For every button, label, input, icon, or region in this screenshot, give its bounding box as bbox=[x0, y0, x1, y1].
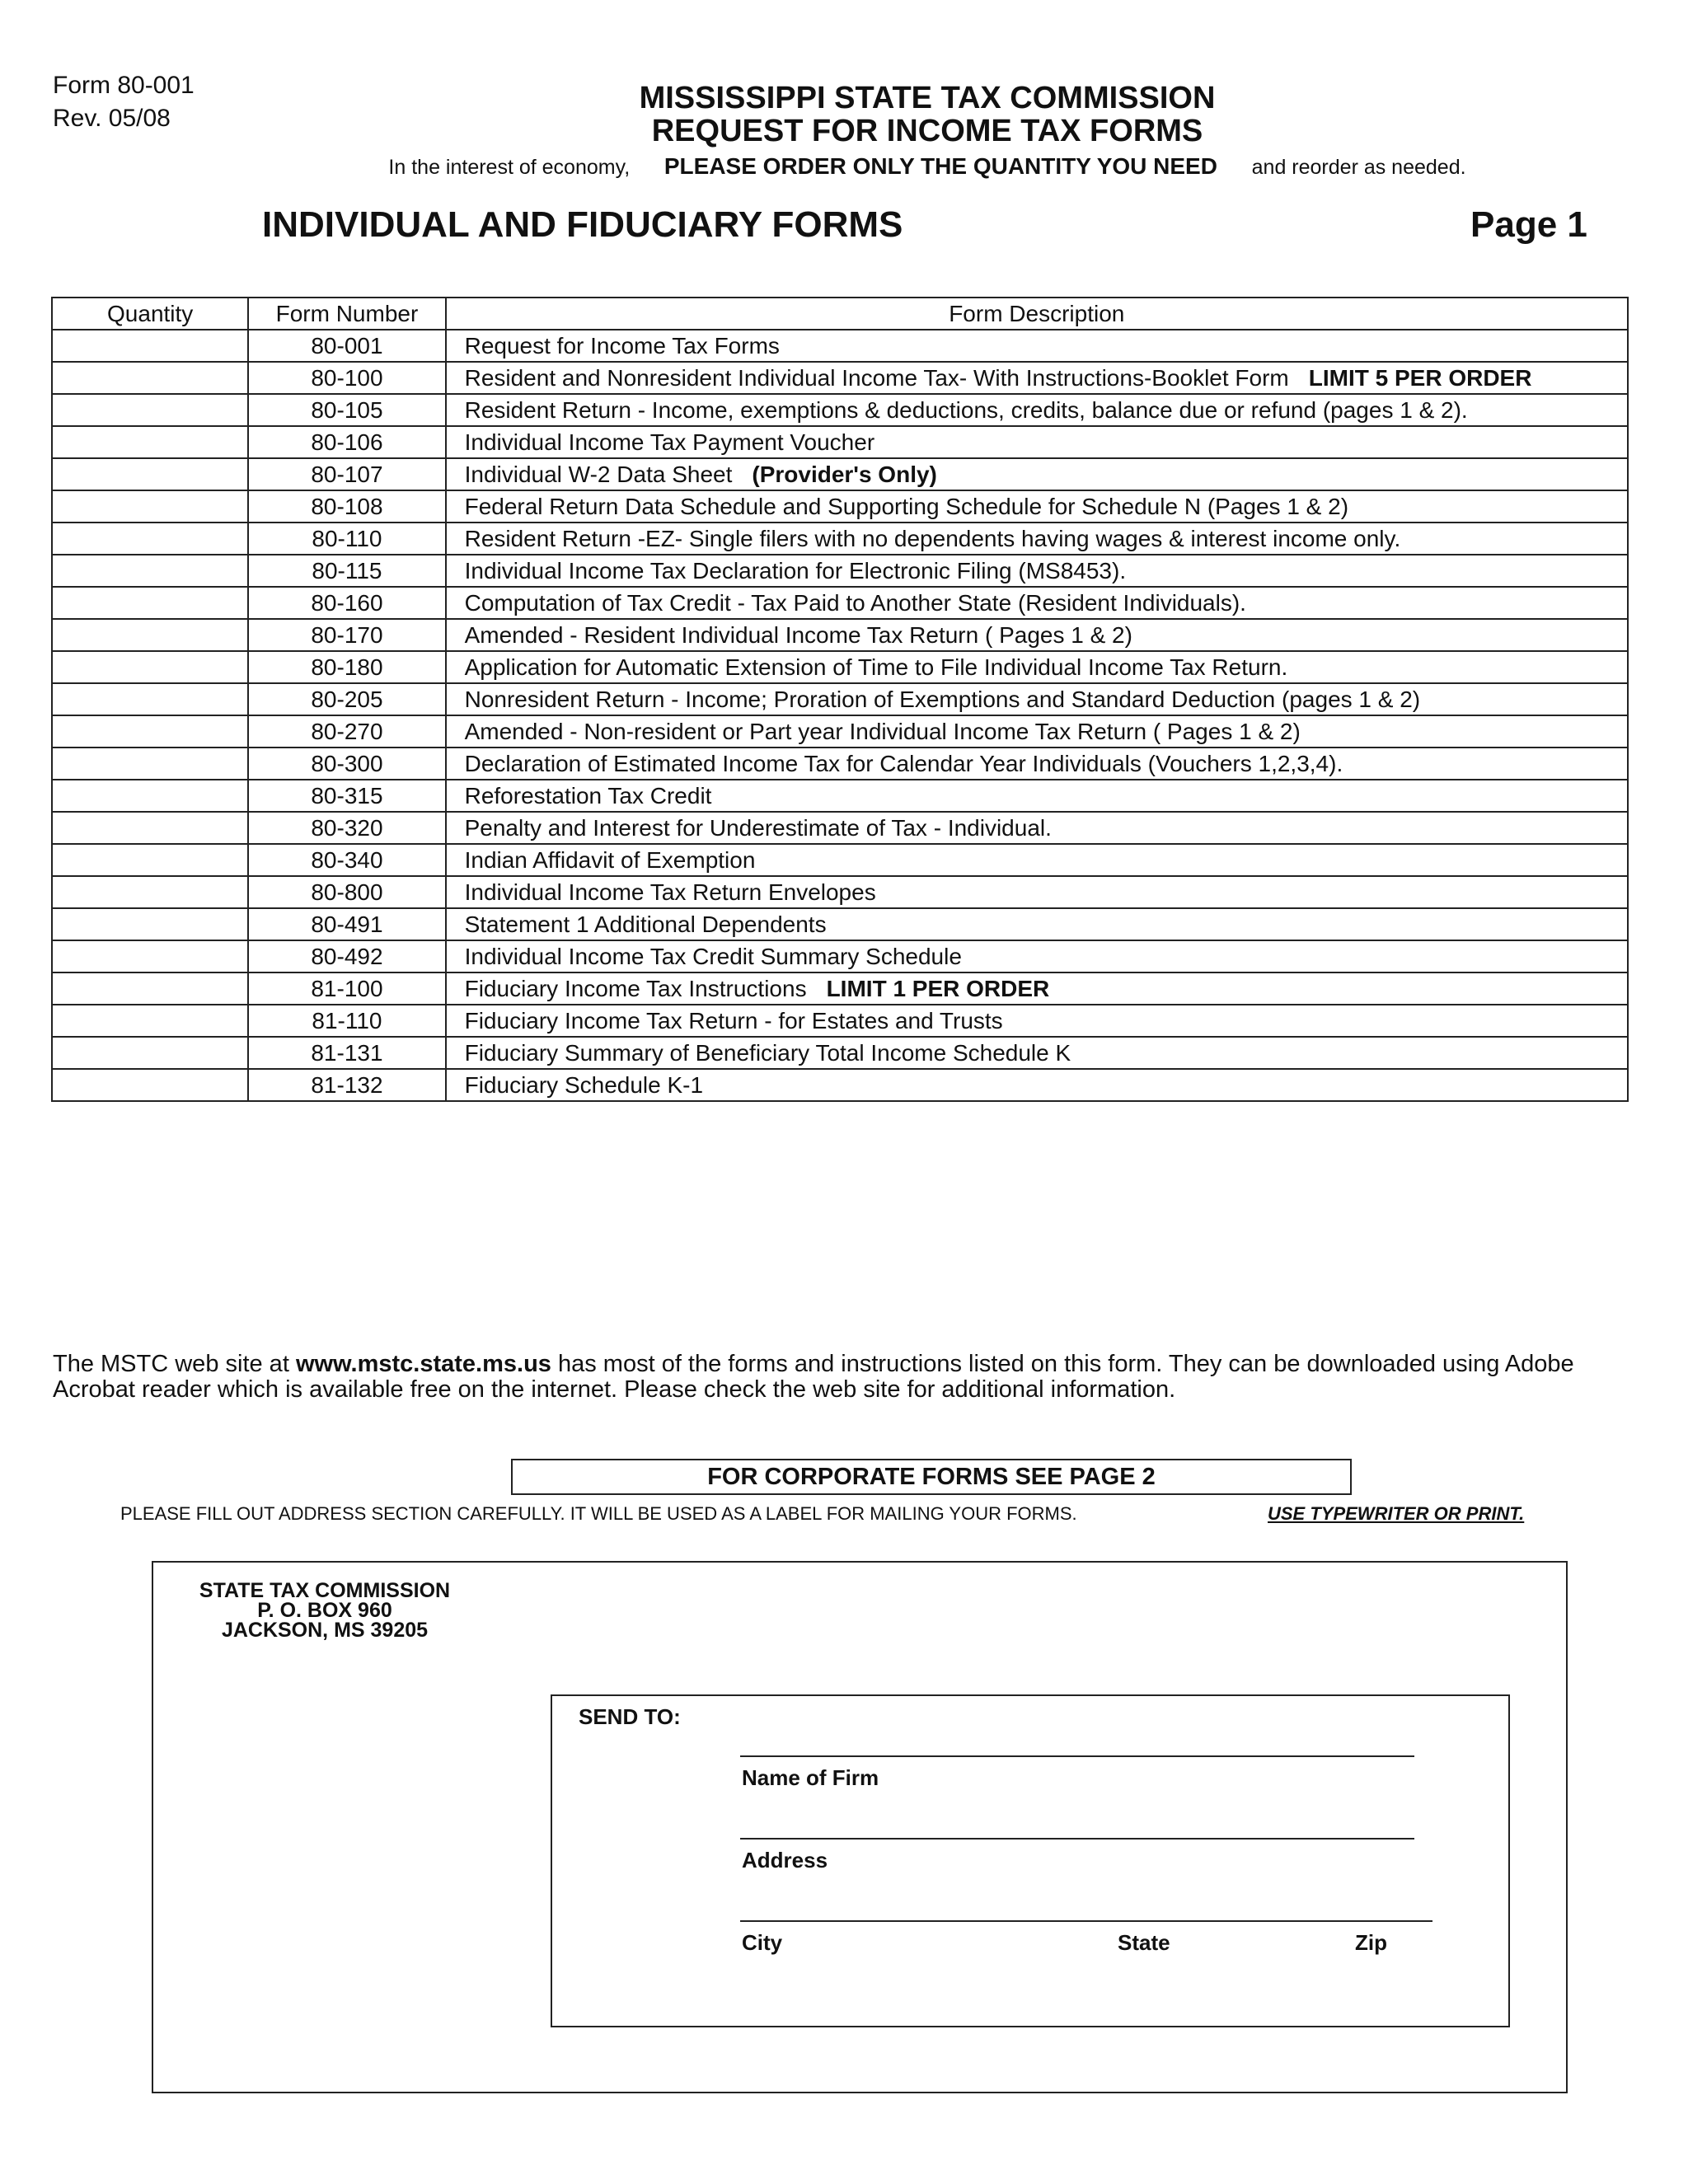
send-to-label: SEND TO: bbox=[579, 1704, 681, 1729]
form-number-cell: 80-205 bbox=[248, 683, 445, 715]
form-description-cell bbox=[446, 715, 1628, 748]
city-state-zip-line[interactable] bbox=[740, 1920, 1432, 1922]
table-row bbox=[52, 683, 1628, 715]
form-description-text: Individual Income Tax Return Envelopes bbox=[464, 879, 876, 905]
form-description-text: Penalty and Interest for Underestimate of Tax - Individual. bbox=[464, 814, 1052, 841]
form-description-cell bbox=[446, 683, 1628, 715]
form-number-cell: 80-300 bbox=[248, 748, 445, 780]
form-number-cell: 81-132 bbox=[248, 1069, 445, 1101]
fill-instruction: PLEASE FILL OUT ADDRESS SECTION CAREFULLY. IT WILL BE USED AS A LABEL FOR MAILING YOUR FORMS. bbox=[120, 1503, 1077, 1524]
table-header-row bbox=[52, 298, 1628, 330]
quantity-cell[interactable] bbox=[52, 972, 248, 1005]
table-row bbox=[52, 780, 1628, 812]
form-number-cell: 80-180 bbox=[248, 651, 445, 683]
form-description-text: Fiduciary Summary of Beneficiary Total Income Schedule K bbox=[464, 1039, 1071, 1066]
form-description-text: Reforestation Tax Credit bbox=[464, 782, 712, 808]
form-description-text: Resident Return - Income, exemptions & deductions, credits, balance due or refund (pages 1 & 2). bbox=[464, 396, 1468, 423]
form-description-text: Nonresident Return - Income; Proration of Exemptions and Standard Deduction (pages 1 & 2) bbox=[464, 686, 1421, 712]
form-description-cell bbox=[446, 1005, 1628, 1037]
form-description-cell bbox=[446, 972, 1628, 1005]
quantity-cell[interactable] bbox=[52, 362, 248, 394]
zip-label: Zip bbox=[1355, 1930, 1387, 1955]
form-description-text: Fiduciary Income Tax Instructions bbox=[464, 975, 807, 1001]
form-description-text: Application for Automatic Extension of Time to File Individual Income Tax Return. bbox=[464, 654, 1288, 680]
form-number-cell: 80-800 bbox=[248, 876, 445, 908]
quantity-cell[interactable] bbox=[52, 780, 248, 812]
form-description-cell bbox=[446, 1069, 1628, 1101]
table-row bbox=[52, 972, 1628, 1005]
form-description-text: Amended - Non-resident or Part year Individual Income Tax Return ( Pages 1 & 2) bbox=[464, 718, 1301, 744]
form-description-cell bbox=[446, 458, 1628, 490]
quantity-cell[interactable] bbox=[52, 619, 248, 651]
form-order-note: (Provider's Only) bbox=[752, 461, 937, 487]
form-description-cell bbox=[446, 555, 1628, 587]
quantity-cell[interactable] bbox=[52, 1037, 248, 1069]
form-description-cell bbox=[446, 940, 1628, 972]
quantity-cell[interactable] bbox=[52, 1005, 248, 1037]
table-row bbox=[52, 651, 1628, 683]
form-number-cell: 80-115 bbox=[248, 555, 445, 587]
form-description-cell bbox=[446, 844, 1628, 876]
form-description-cell bbox=[446, 748, 1628, 780]
section-title: INDIVIDUAL AND FIDUCIARY FORMS bbox=[262, 204, 903, 245]
table-row bbox=[52, 587, 1628, 619]
forms-table bbox=[51, 297, 1629, 1102]
table-row bbox=[52, 908, 1628, 940]
form-description-cell bbox=[446, 651, 1628, 683]
form-description-text: Statement 1 Additional Dependents bbox=[464, 911, 827, 937]
form-description-text: Resident Return -EZ- Single filers with no dependents having wages & interest income only. bbox=[464, 525, 1401, 551]
send-to-box bbox=[551, 1694, 1510, 2027]
form-number-cell: 80-107 bbox=[248, 458, 445, 490]
table-row bbox=[52, 1069, 1628, 1101]
address-line[interactable] bbox=[740, 1838, 1414, 1840]
table-row bbox=[52, 748, 1628, 780]
form-description-cell bbox=[446, 619, 1628, 651]
form-number-cell: 80-108 bbox=[248, 490, 445, 523]
agency-name: STATE TAX COMMISSION bbox=[199, 1579, 451, 1602]
form-number-cell: 80-106 bbox=[248, 426, 445, 458]
agency-city: JACKSON, MS 39205 bbox=[221, 1619, 429, 1642]
table-row bbox=[52, 812, 1628, 844]
table-row bbox=[52, 523, 1628, 555]
form-description-cell bbox=[446, 587, 1628, 619]
form-description-cell bbox=[446, 362, 1628, 394]
quantity-cell[interactable] bbox=[52, 458, 248, 490]
table-row bbox=[52, 555, 1628, 587]
form-description-cell bbox=[446, 330, 1628, 362]
quantity-cell[interactable] bbox=[52, 812, 248, 844]
form-order-note: LIMIT 1 PER ORDER bbox=[826, 975, 1050, 1001]
form-number-cell: 80-340 bbox=[248, 844, 445, 876]
form-order-note: LIMIT 5 PER ORDER bbox=[1308, 364, 1532, 391]
table-row bbox=[52, 394, 1628, 426]
form-description-cell bbox=[446, 394, 1628, 426]
agency-po-box: P. O. BOX 960 bbox=[257, 1599, 392, 1622]
quantity-cell[interactable] bbox=[52, 683, 248, 715]
form-number-cell: 80-100 bbox=[248, 362, 445, 394]
order-notice bbox=[0, 153, 1688, 180]
table-row bbox=[52, 844, 1628, 876]
form-revision: Rev. 05/08 bbox=[53, 105, 171, 132]
quantity-cell[interactable] bbox=[52, 426, 248, 458]
table-row bbox=[52, 619, 1628, 651]
form-number-cell: 80-001 bbox=[248, 330, 445, 362]
order-notice-bold: PLEASE ORDER ONLY THE QUANTITY YOU NEED bbox=[663, 153, 1217, 179]
form-number-cell: 80-491 bbox=[248, 908, 445, 940]
quantity-cell[interactable] bbox=[52, 330, 248, 362]
quantity-cell[interactable] bbox=[52, 555, 248, 587]
header-form-description: Form Description bbox=[446, 298, 1628, 330]
quantity-cell[interactable] bbox=[52, 748, 248, 780]
order-notice-post: and reorder as needed. bbox=[1251, 156, 1466, 179]
form-number-cell: 80-315 bbox=[248, 780, 445, 812]
typewriter-note: USE TYPEWRITER OR PRINT. bbox=[1268, 1503, 1525, 1524]
table-row bbox=[52, 876, 1628, 908]
quantity-cell[interactable] bbox=[52, 523, 248, 555]
form-description-text: Declaration of Estimated Income Tax for Calendar Year Individuals (Vouchers 1,2,3,4). bbox=[464, 750, 1343, 776]
page-number: Page 1 bbox=[1470, 204, 1587, 245]
form-description-text: Resident and Nonresident Individual Income Tax- With Instructions-Booklet Form bbox=[464, 364, 1289, 391]
quantity-cell[interactable] bbox=[52, 715, 248, 748]
table-row bbox=[52, 715, 1628, 748]
state-label: State bbox=[1118, 1930, 1170, 1955]
city-label: City bbox=[742, 1930, 783, 1955]
table-row bbox=[52, 1005, 1628, 1037]
quantity-cell[interactable] bbox=[52, 587, 248, 619]
form-number-cell: 81-100 bbox=[248, 972, 445, 1005]
form-number-cell: 81-131 bbox=[248, 1037, 445, 1069]
quantity-cell[interactable] bbox=[52, 490, 248, 523]
table-row bbox=[52, 1037, 1628, 1069]
form-number-cell: 80-160 bbox=[248, 587, 445, 619]
form-title: REQUEST FOR INCOME TAX FORMS bbox=[651, 114, 1203, 148]
website-note bbox=[53, 1352, 1635, 1403]
form-description-text: Fiduciary Schedule K-1 bbox=[464, 1071, 704, 1098]
corporate-forms-note: FOR CORPORATE FORMS SEE PAGE 2 bbox=[511, 1459, 1352, 1495]
form-description-text: Federal Return Data Schedule and Supporting Schedule for Schedule N (Pages 1 & 2) bbox=[464, 493, 1349, 519]
table-row bbox=[52, 426, 1628, 458]
quantity-cell[interactable] bbox=[52, 394, 248, 426]
quantity-cell[interactable] bbox=[52, 940, 248, 972]
form-description-text: Individual Income Tax Payment Voucher bbox=[464, 429, 875, 455]
address-label: Address bbox=[742, 1848, 828, 1872]
name-of-firm-line[interactable] bbox=[740, 1755, 1414, 1757]
agency-title: MISSISSIPPI STATE TAX COMMISSION bbox=[639, 81, 1216, 115]
website-url[interactable]: www.mstc.state.ms.us bbox=[295, 1351, 551, 1377]
table-row bbox=[52, 490, 1628, 523]
quantity-cell[interactable] bbox=[52, 1069, 248, 1101]
form-description-cell bbox=[446, 426, 1628, 458]
form-description-text: Fiduciary Income Tax Return - for Estates and Trusts bbox=[464, 1007, 1003, 1033]
header-quantity: Quantity bbox=[52, 298, 248, 330]
agency-address bbox=[185, 1581, 465, 1640]
name-of-firm-label: Name of Firm bbox=[742, 1765, 879, 1790]
form-description-text: Indian Affidavit of Exemption bbox=[464, 846, 756, 873]
form-number-cell: 81-110 bbox=[248, 1005, 445, 1037]
form-description-text: Individual W-2 Data Sheet bbox=[464, 461, 733, 487]
form-description-cell bbox=[446, 780, 1628, 812]
header-form-number: Form Number bbox=[248, 298, 445, 330]
form-description-cell bbox=[446, 523, 1628, 555]
form-description-text: Request for Income Tax Forms bbox=[464, 332, 780, 359]
form-description-text: Amended - Resident Individual Income Tax Return ( Pages 1 & 2) bbox=[464, 621, 1132, 648]
table-row bbox=[52, 940, 1628, 972]
form-description-text: Individual Income Tax Credit Summary Schedule bbox=[464, 943, 962, 969]
form-description-cell bbox=[446, 490, 1628, 523]
table-row bbox=[52, 362, 1628, 394]
form-number-cell: 80-492 bbox=[248, 940, 445, 972]
form-description-cell bbox=[446, 908, 1628, 940]
quantity-cell[interactable] bbox=[52, 876, 248, 908]
quantity-cell[interactable] bbox=[52, 844, 248, 876]
form-description-text: Individual Income Tax Declaration for Electronic Filing (MS8453). bbox=[464, 557, 1127, 583]
form-number-cell: 80-105 bbox=[248, 394, 445, 426]
table-row bbox=[52, 458, 1628, 490]
website-post: has most of the forms and instructions listed on this form. They can be downloaded using Adobe Acrobat reader which is available free on the internet. Please check the web site for additional information. bbox=[53, 1351, 1574, 1403]
table-row bbox=[52, 330, 1628, 362]
form-description-text: Computation of Tax Credit - Tax Paid to Another State (Resident Individuals). bbox=[464, 589, 1246, 616]
form-number-cell: 80-320 bbox=[248, 812, 445, 844]
order-notice-pre: In the interest of economy, bbox=[388, 156, 631, 179]
form-description-cell bbox=[446, 1037, 1628, 1069]
form-number: Form 80-001 bbox=[53, 72, 195, 99]
website-pre: The MSTC web site at bbox=[53, 1351, 296, 1377]
form-number-cell: 80-110 bbox=[248, 523, 445, 555]
form-description-cell bbox=[446, 876, 1628, 908]
quantity-cell[interactable] bbox=[52, 651, 248, 683]
form-number-cell: 80-270 bbox=[248, 715, 445, 748]
form-description-cell bbox=[446, 812, 1628, 844]
form-number-cell: 80-170 bbox=[248, 619, 445, 651]
quantity-cell[interactable] bbox=[52, 908, 248, 940]
